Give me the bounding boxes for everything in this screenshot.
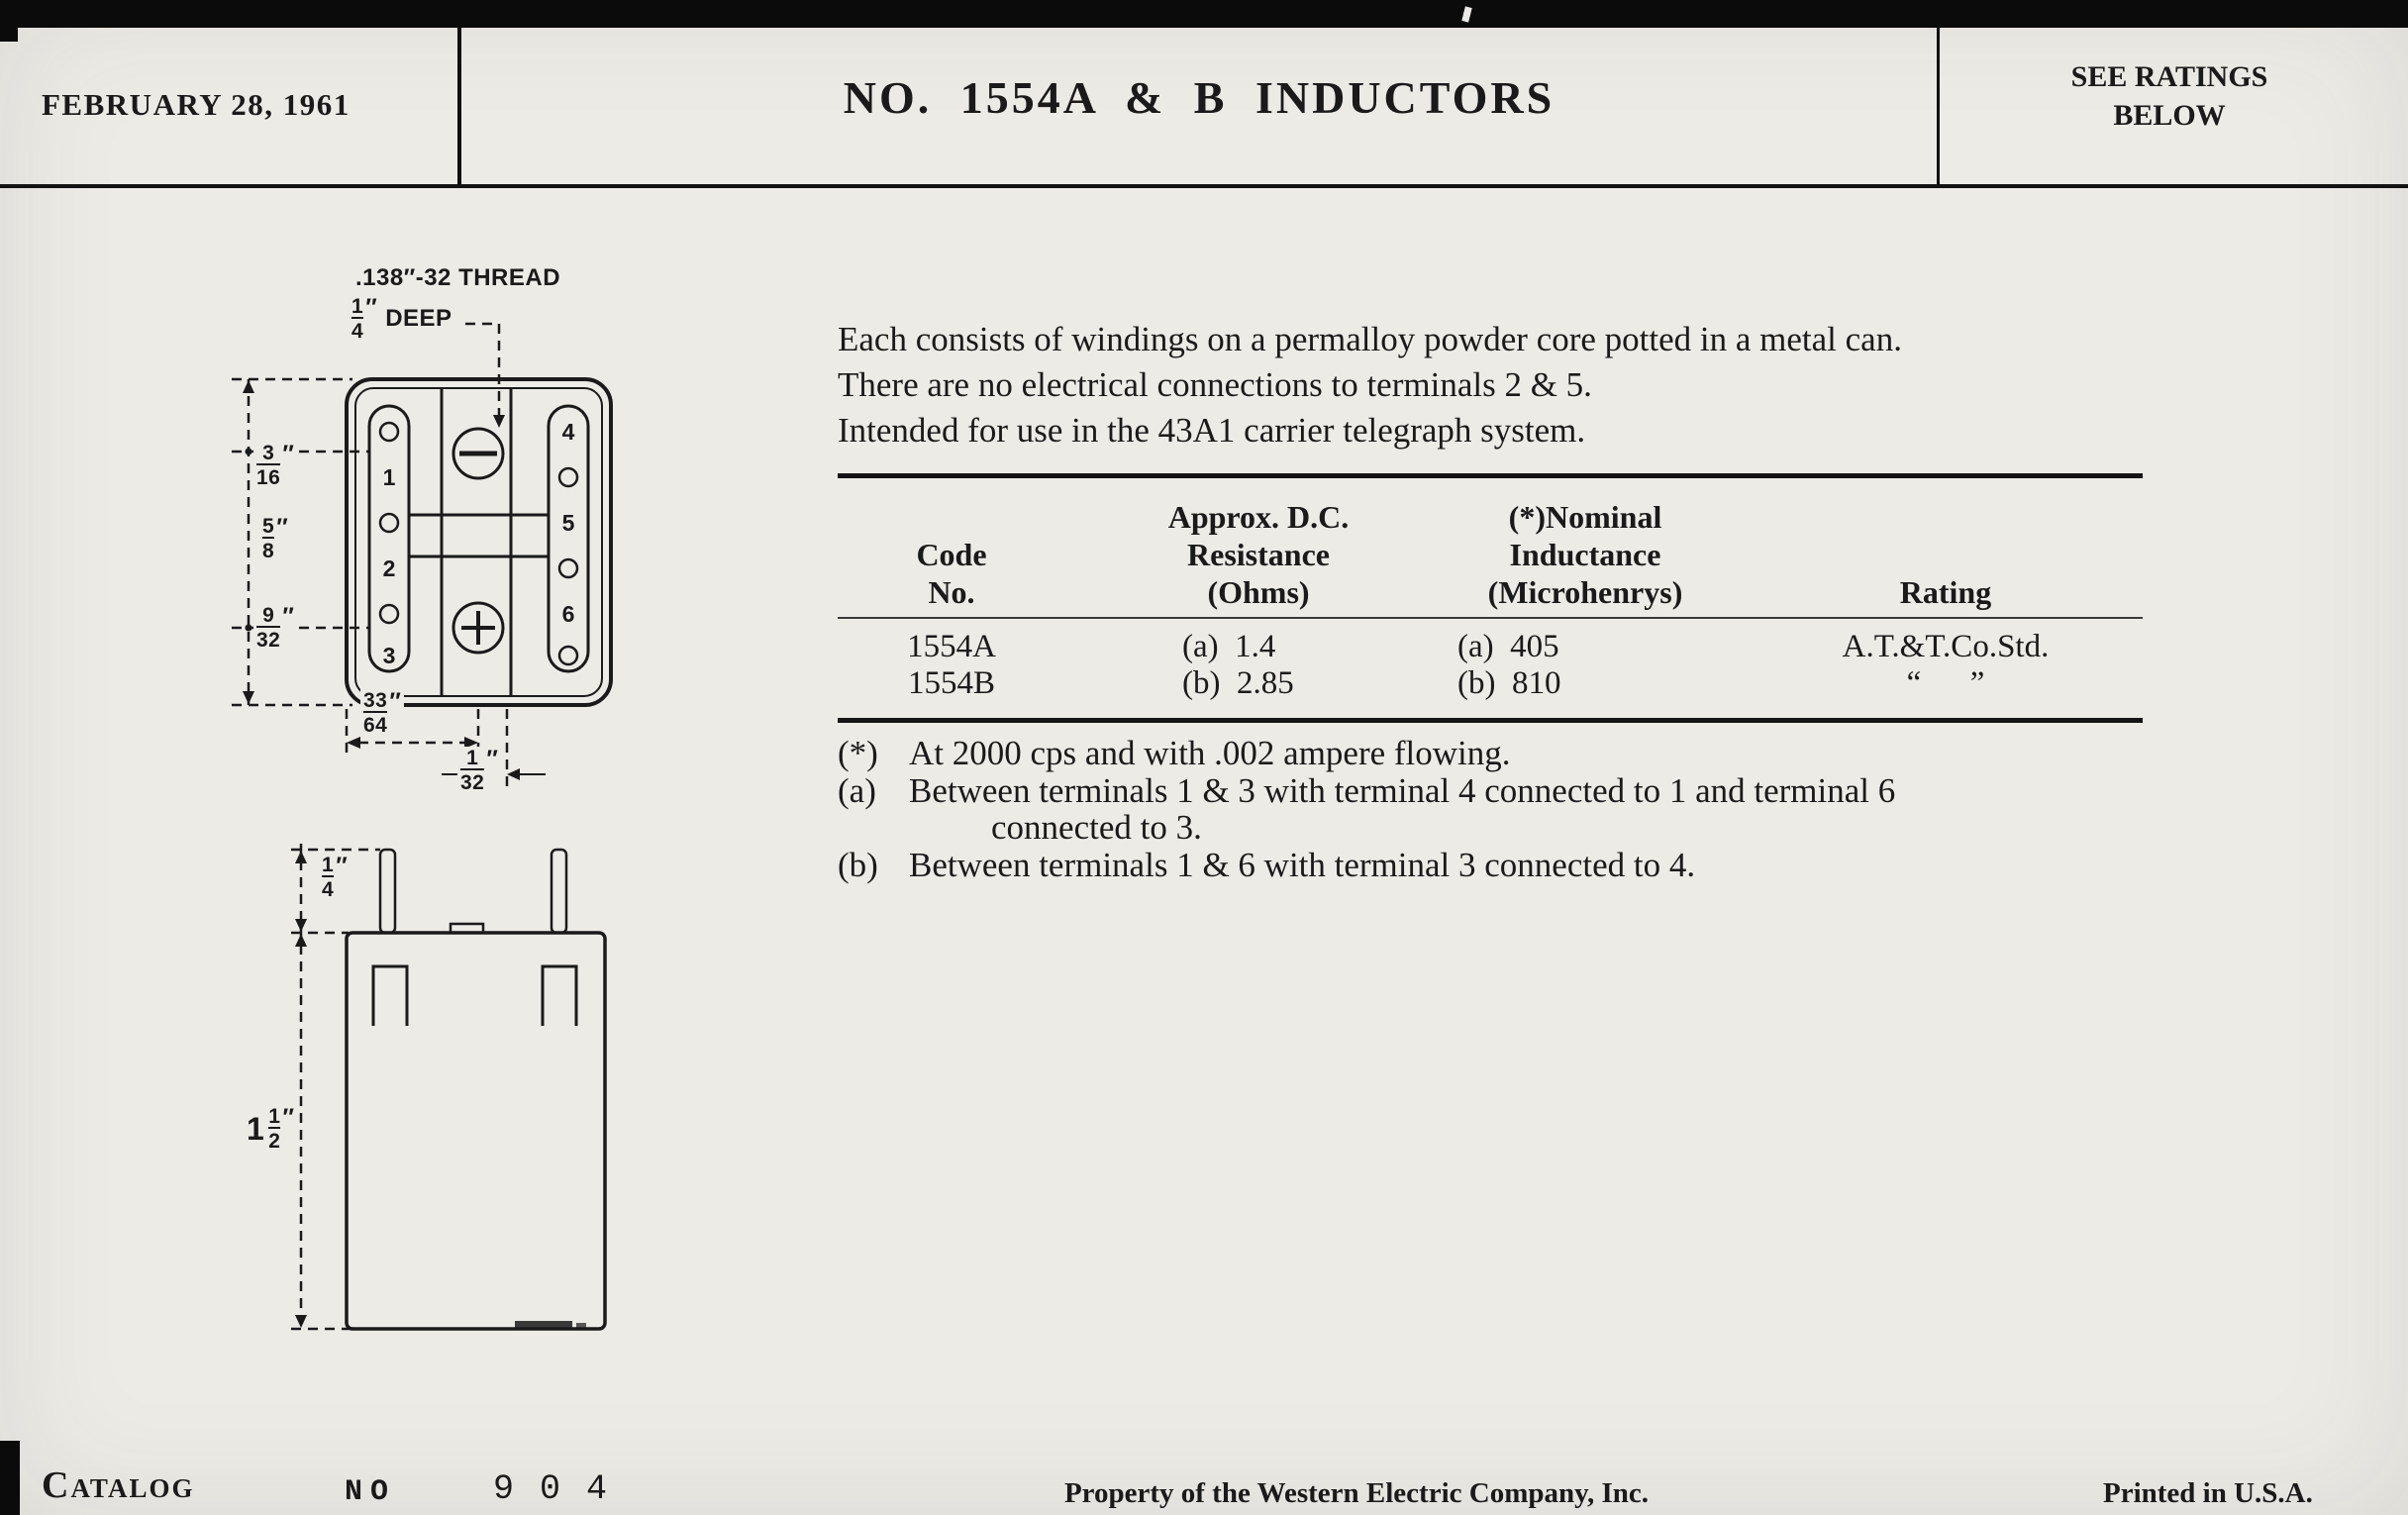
cell-inductance: (a) 405 (1457, 629, 1559, 664)
arrowhead (295, 919, 307, 932)
terminal-hole (380, 423, 398, 441)
fraction-numerator: 1 (466, 747, 479, 769)
inch-mark: ″ (336, 853, 349, 879)
date-label: FEBRUARY 28, 1961 (42, 87, 351, 122)
inch-mark: ″ (365, 294, 378, 321)
fraction (363, 690, 387, 736)
cell-resistance: (a) 1.4 (1182, 629, 1276, 664)
terminal-hole (559, 468, 577, 486)
column-header-line: Rating (1899, 574, 1992, 610)
property-note: Property of the Western Electric Company, Inc. (1063, 1477, 1650, 1509)
fraction (460, 748, 484, 793)
column-header-inductance (1422, 498, 1749, 611)
column-header-line: No. (928, 574, 975, 610)
fraction (351, 296, 363, 342)
footnote-marker: (a) (838, 771, 876, 810)
arrowhead (507, 768, 520, 780)
inch-mark: ″ (389, 688, 402, 715)
fraction-denominator: 16 (256, 463, 280, 488)
terminal-number: 5 (561, 510, 575, 536)
terminal-pin-left (380, 850, 395, 933)
terminal-hole (380, 605, 398, 623)
fraction-denominator: 4 (351, 317, 363, 342)
arrowhead (295, 934, 307, 947)
cell-code: 1554B (907, 665, 995, 701)
terminal-hole (559, 559, 577, 577)
table-header-row (838, 478, 2143, 617)
footnote-continuation: connected to 3. (991, 808, 1202, 847)
inch-mark: ″ (486, 746, 499, 772)
terminal-number: 1 (382, 464, 396, 490)
thread-leader-line (465, 324, 499, 422)
footnote-text: Between terminals 1 & 6 with terminal 3 connected to 4. (909, 846, 1696, 884)
fraction (256, 605, 280, 651)
depth-label (349, 295, 455, 343)
fraction (262, 516, 274, 561)
footnote-a (838, 772, 2204, 846)
thread-label-text: .138″-32 THREAD (355, 264, 561, 291)
footnote-b (838, 847, 2204, 883)
table-rule-bottom (838, 718, 2143, 723)
ratings-note-line: BELOW (2113, 99, 2226, 132)
cell-rating: “ ” (1906, 665, 1985, 701)
fraction-denominator: 8 (262, 537, 274, 561)
inch-mark: ″ (276, 514, 289, 541)
footnote-marker: (b) (838, 846, 878, 884)
scan-artifact-top-bar (0, 0, 2408, 28)
fraction-numerator: 33 (363, 689, 388, 712)
dimension-label-58 (259, 515, 291, 562)
column-header-line: (*)Nominal (1508, 499, 1662, 535)
fraction-denominator: 32 (460, 768, 484, 793)
inch-mark: ″ (282, 603, 295, 630)
terminal-number: 2 (382, 556, 396, 581)
terminal-lug-right (543, 966, 576, 1026)
dimension-label-3364 (360, 689, 404, 737)
terminal-hole (559, 647, 577, 664)
column-header-resistance (1065, 498, 1422, 611)
column-header-line: (Microhenrys) (1487, 574, 1683, 610)
description-paragraph (838, 317, 2184, 454)
scan-artifact-corner (0, 0, 18, 42)
dimension-label-pin-height (319, 854, 351, 901)
table-row (838, 665, 2143, 718)
fraction (322, 855, 334, 900)
description-line: There are no electrical connections to terminals 2 & 5. (838, 365, 1592, 404)
arrowhead (243, 691, 254, 704)
ratings-table (838, 473, 2143, 723)
arrowhead (243, 380, 254, 393)
footnote-text: At 2000 cps and with .002 ampere flowing. (909, 734, 1511, 772)
footnote-marker: (*) (838, 734, 878, 772)
ratings-note (1941, 57, 2398, 135)
depth-word: DEEP (385, 305, 452, 332)
description-line: Each consists of windings on a permalloy powder core potted in a metal can. (838, 320, 1902, 358)
column-header-line: Resistance (1187, 537, 1330, 572)
cell-resistance: (b) 2.85 (1182, 665, 1294, 701)
can-body-outline (347, 933, 605, 1329)
terminal-number: 4 (561, 419, 575, 445)
arrowhead (295, 851, 307, 863)
dimension-label-932 (253, 604, 297, 652)
side-view-diagram (236, 830, 636, 1359)
fraction-numerator: 1 (268, 1105, 281, 1128)
mixed-number-whole: 1 (247, 1110, 265, 1147)
inch-mark: ″ (282, 1104, 295, 1131)
fraction-numerator: 5 (262, 515, 275, 538)
fraction-denominator: 32 (256, 626, 280, 651)
thread-label (352, 263, 563, 293)
catalog-no-label: NO (345, 1475, 397, 1509)
fraction-denominator: 64 (363, 711, 387, 736)
fraction (268, 1106, 280, 1152)
inch-mark: ″ (282, 441, 295, 467)
dimension-label-316 (253, 442, 297, 489)
table-row (838, 619, 2143, 665)
terminal-lug-left (373, 966, 407, 1026)
header-divider-right (1937, 28, 1940, 184)
dimension-label-can-height (244, 1105, 297, 1153)
fraction-numerator: 1 (322, 854, 335, 876)
fraction (256, 443, 280, 488)
ratings-note-line: SEE RATINGS (2070, 60, 2268, 93)
terminal-strip-left (369, 406, 409, 671)
dimension-label-132 (457, 747, 501, 794)
fraction-denominator: 2 (268, 1127, 280, 1152)
fraction-denominator: 4 (322, 875, 334, 900)
header-divider-left (457, 28, 461, 184)
column-header-line: Code (916, 537, 987, 572)
arrowhead (347, 737, 360, 749)
footnote-text: Between terminals 1 & 3 with terminal 4 connected to 1 and terminal 6 (909, 771, 1896, 810)
dimension-tick (246, 625, 252, 632)
fraction-numerator: 1 (351, 295, 364, 318)
cell-code: 1554A (907, 629, 996, 664)
column-header-line: Approx. D.C. (1167, 499, 1350, 535)
terminal-strip-right (549, 406, 588, 671)
footnotes (838, 735, 2204, 884)
scan-artifact-left-strip (0, 1441, 20, 1515)
column-header-line: (Ohms) (1207, 574, 1310, 610)
catalog-label: Catalog (42, 1464, 195, 1506)
fraction-numerator: 9 (262, 604, 275, 627)
description-line: Intended for use in the 43A1 carrier telegraph system. (838, 411, 1586, 450)
dimension-tick (246, 449, 252, 455)
column-header-line: Inductance (1509, 537, 1661, 572)
arrowhead (295, 1315, 307, 1328)
footnote-star (838, 735, 2204, 771)
column-header-code (838, 536, 1065, 611)
terminal-number: 6 (561, 601, 575, 627)
cell-inductance: (b) 810 (1457, 665, 1561, 701)
terminal-hole (380, 514, 398, 532)
arrowhead (493, 415, 505, 428)
terminal-number: 3 (382, 643, 396, 668)
page-title: NO. 1554A & B INDUCTORS (843, 72, 1555, 123)
catalog-number: 904 (493, 1469, 634, 1509)
terminal-pin-right (552, 850, 566, 933)
printed-note: Printed in U.S.A. (2103, 1477, 2313, 1509)
stamp-smudge (515, 1321, 572, 1330)
header-rule (0, 184, 2408, 188)
column-header-rating (1749, 573, 2143, 611)
cell-rating: A.T.&T.Co.Std. (1842, 629, 2050, 664)
fraction-numerator: 3 (262, 442, 275, 464)
stamp-smudge (576, 1323, 586, 1329)
